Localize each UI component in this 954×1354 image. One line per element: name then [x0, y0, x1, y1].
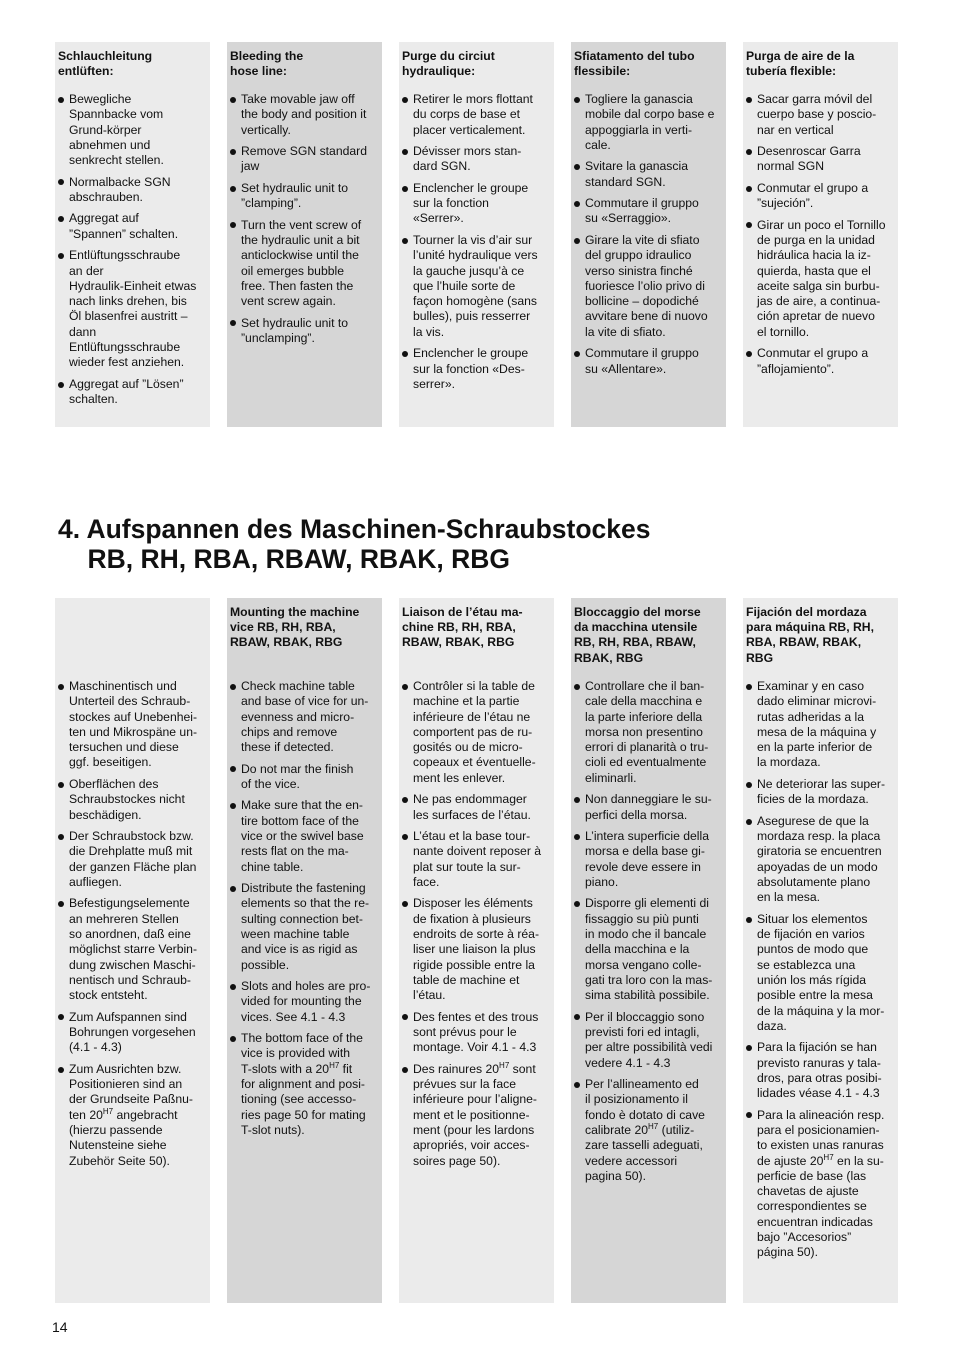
list-item: Ne deteriorar las super- ficies de la mordaza. — [746, 777, 896, 808]
column-german — [55, 42, 210, 427]
list-item: Conmutar el grupo a ”sujeción”. — [746, 181, 896, 212]
list-item: Per l’allineamento ed il posizionamento il fondo è dotato di cave calibrate $20^{H7}$ (utiliz- zare tasselli adeguati, vedere accessori pagina 50). — [574, 1077, 724, 1184]
list-item: Set hydraulic unit to ”unclamping”. — [230, 316, 380, 347]
list-item: Girar un poco el Tornillo de purga en la unidad hidráulica hacia la iz- quierda, hasta que el aceite salga sin burbu- jas de aire, a continua- ción apretar de nuevo el tornillo. — [746, 218, 896, 340]
list-item: L’étau et la base tour- nante doivent reposer à plat sur toute la sur- face. — [402, 829, 552, 890]
column-heading: Sfiatamento del tubo flessibile: — [574, 49, 695, 79]
column-heading: Bleeding the hose line: — [230, 49, 304, 79]
list-item: Des fentes et des trous sont prévus pour le montage. Voir 4.1 - 4.3 — [402, 1010, 552, 1056]
list-item: Dévisser mors stan- dard SGN. — [402, 144, 552, 175]
bleeding-section — [55, 42, 899, 427]
list-item: Befestigungselemente an mehreren Stellen so anordnen, daß eine möglichst starre Verbin- dung zwischen Maschi- nentisch und Schraub- stock entsteht. — [58, 896, 208, 1003]
list-item: Examinar y en caso dado eliminar microvi- rutas adheridas a la mesa de la máquina y en la parte inferior de la mordaza. — [746, 679, 896, 771]
list-item: Controllare che il ban- cale della macchina e la parte inferiore della morsa non presentino errori di planarità o tru- cioli ed eventualmente eliminarli. — [574, 679, 724, 786]
list-item: Slots and holes are pro- vided for mounting the vices. See 4.1 - 4.3 — [230, 979, 380, 1025]
list-item: Enclencher le groupe sur la fonction «Des- serrer». — [402, 346, 552, 392]
list-item: Des rainures $20^{H7}$ sont prévues sur la face inférieure pour l’aligne- ment et le positionne- ment (pour les lardons apropriés, voir acces- soires page 50). — [402, 1062, 552, 1169]
list-item: Situar los elementos de fijación en varios puntos de modo que se establezca una unión los más rígida posible entre la mesa de la máquina y la mor- daza. — [746, 912, 896, 1034]
column-heading: Purga de aire de la tubería flexible: — [746, 49, 855, 79]
list-item: L’intera superficie della morsa e della base gi- revole deve essere in piano. — [574, 829, 724, 890]
column-german — [55, 598, 210, 1303]
list-item: Entlüftungsschraube an der Hydraulik-Einheit etwas nach links drehen, bis Öl blasenfrei austritt – dann Entlüftungsschraube wieder fest anziehen. — [58, 248, 208, 370]
list-item: The bottom face of the vice is provided with T-slots with a $20^{H7}$ fit for alignment and posi- tioning (see accesso- ries page 50 for mating T-slot nuts). — [230, 1031, 380, 1138]
section-title — [58, 514, 651, 574]
bullet-list — [230, 92, 380, 352]
column-english — [227, 598, 382, 1303]
bullet-list — [402, 679, 552, 1175]
column-spanish — [743, 42, 898, 427]
column-heading: Bloccaggio del morse da macchina utensile RB, RH, RBA, RBAW, RBAK, RBG — [574, 605, 701, 665]
bullet-list — [746, 679, 896, 1267]
list-item: Aggregat auf ”Lösen” schalten. — [58, 377, 208, 408]
column-heading: Schlauchleitung entlüften: — [58, 49, 153, 79]
column-italian — [571, 598, 726, 1303]
list-item: Tourner la vis d’air sur l’unité hydraulique vers la gauche jusqu’à ce que l’huile sorte de façon homogène (sans bulles), puis resserrer la vis. — [402, 233, 552, 340]
list-item: Commutare il gruppo su «Allentare». — [574, 346, 724, 377]
list-item: Retirer le mors flottant du corps de base et placer verticalement. — [402, 92, 552, 138]
page-number: 14 — [52, 1319, 68, 1335]
list-item: Commutare il gruppo su «Serraggio». — [574, 196, 724, 227]
list-item: Para la fijación se han previsto ranuras y tala- dros, para otras posibi- lidades véase 4.1 - 4.3 — [746, 1040, 896, 1101]
list-item: Make sure that the en- tire bottom face of the vice or the swivel base rests flat on the ma- chine table. — [230, 798, 380, 874]
list-item: Check machine table and base of vice for un- evenness and micro- chips and remove these if detected. — [230, 679, 380, 755]
list-item: Set hydraulic unit to ”clamping”. — [230, 181, 380, 212]
list-item: Svitare la ganascia standard SGN. — [574, 159, 724, 190]
list-item: Oberflächen des Schraubstockes nicht beschädigen. — [58, 777, 208, 823]
bullet-list — [746, 92, 896, 383]
column-french — [399, 598, 554, 1303]
column-heading: Mounting the machine vice RB, RH, RBA, RBAW, RBAK, RBG — [230, 605, 360, 650]
list-item: Asegurese de que la mordaza resp. la placa giratoria se encuentren apoyadas de un modo absolutamente plano en la mesa. — [746, 814, 896, 906]
title-line-1: 4. Aufspannen des Maschinen-Schraubstockes — [58, 514, 651, 544]
column-spanish — [743, 598, 898, 1303]
list-item: Disporre gli elementi di fissaggio su più punti in modo che il bancale della macchina e la morsa vengano colle- gati tra loro con la mas- sima stabilità possibile. — [574, 896, 724, 1003]
column-italian — [571, 42, 726, 427]
list-item: Aggregat auf ”Spannen” schalten. — [58, 211, 208, 242]
bullet-list — [58, 92, 208, 414]
column-french — [399, 42, 554, 427]
list-item: Togliere la ganascia mobile dal corpo base e appoggiarla in verti- cale. — [574, 92, 724, 153]
list-item: Contrôler si la table de machine et la partie inférieure de l’étau ne comportent pas de ru- gosités ou de micro- copeaux et éventuelle- ment les enlever. — [402, 679, 552, 786]
list-item: Take movable jaw off the body and position it vertically. — [230, 92, 380, 138]
bullet-list — [58, 679, 208, 1175]
list-item: Maschinentisch und Unterteil des Schraub- stockes auf Unebenhei- ten und Mikrospäne un- tersuchen und diese ggf. beseitigen. — [58, 679, 208, 771]
list-item: Sacar garra móvil del cuerpo base y poscio- nar en vertical — [746, 92, 896, 138]
bullet-list — [574, 92, 724, 383]
list-item: Ne pas endommager les surfaces de l’étau. — [402, 792, 552, 823]
column-english — [227, 42, 382, 427]
column-heading: Liaison de l’étau ma- chine RB, RH, RBA, RBAW, RBAK, RBG — [402, 605, 523, 650]
list-item: Distribute the fastening elements so that the re- sulting connection bet- ween machine table and vice is as rigid as possible. — [230, 881, 380, 973]
list-item: Do not mar the finish of the vice. — [230, 762, 380, 793]
list-item: Zum Aufspannen sind Bohrungen vorgesehen (4.1 - 4.3) — [58, 1010, 208, 1056]
bullet-list — [574, 679, 724, 1190]
list-item: Turn the vent screw of the hydraulic unit a bit anticlockwise until the oil emerges bubble free. Then fasten the vent screw again. — [230, 218, 380, 310]
column-heading: Fijación del mordaza para máquina RB, RH, RBA, RBAW, RBAK, RBG — [746, 605, 874, 665]
list-item: Enclencher le groupe sur la fonction «Serrer». — [402, 181, 552, 227]
list-item: Non danneggiare le su- perfici della morsa. — [574, 792, 724, 823]
column-heading: Purge du circiut hydraulique: — [402, 49, 495, 79]
list-item: Disposer les éléments de fixation à plusieurs endroits de sorte à réa- liser une liaison la plus rigide possible entre la table de machine et l’étau. — [402, 896, 552, 1003]
list-item: Zum Ausrichten bzw. Positionieren sind an der Grundseite Paßnu- ten $20^{H7}$ angebracht (hierzu passende Nutensteine siehe Zubehör Seite 50). — [58, 1062, 208, 1169]
list-item: Remove SGN standard jaw — [230, 144, 380, 175]
list-item: Desenroscar Garra normal SGN — [746, 144, 896, 175]
bullet-list — [402, 92, 552, 398]
list-item: Per il bloccaggio sono previsti fori ed intagli, per altre possibilità vedi vedere 4.1 - 4.3 — [574, 1010, 724, 1071]
title-line-2: RB, RH, RBA, RBAW, RBAK, RBG — [58, 544, 510, 574]
bullet-list — [230, 679, 380, 1144]
mounting-section — [55, 598, 899, 1303]
list-item: Der Schraubstock bzw. die Drehplatte muß mit der ganzen Fläche plan aufliegen. — [58, 829, 208, 890]
list-item: Conmutar el grupo a ”aflojamiento”. — [746, 346, 896, 377]
list-item: Normalbacke SGN abschrauben. — [58, 175, 208, 206]
list-item: Bewegliche Spannbacke vom Grund-körper abnehmen und senkrecht stellen. — [58, 92, 208, 168]
list-item: Para la alineación resp. para el posicionamien- to existen unas ranuras de ajuste $20^{H7}$ en la su- perficie de base (las chavetas de ajuste correspondientes se encuentran indicadas bajo ”Accesorios” página 50). — [746, 1108, 896, 1261]
list-item: Girare la vite di sfiato del gruppo idraulico verso sinistra finché fuoriesce l’olio privo di bollicine – dopodiché avvitare bene di nuovo la vite di sfiato. — [574, 233, 724, 340]
